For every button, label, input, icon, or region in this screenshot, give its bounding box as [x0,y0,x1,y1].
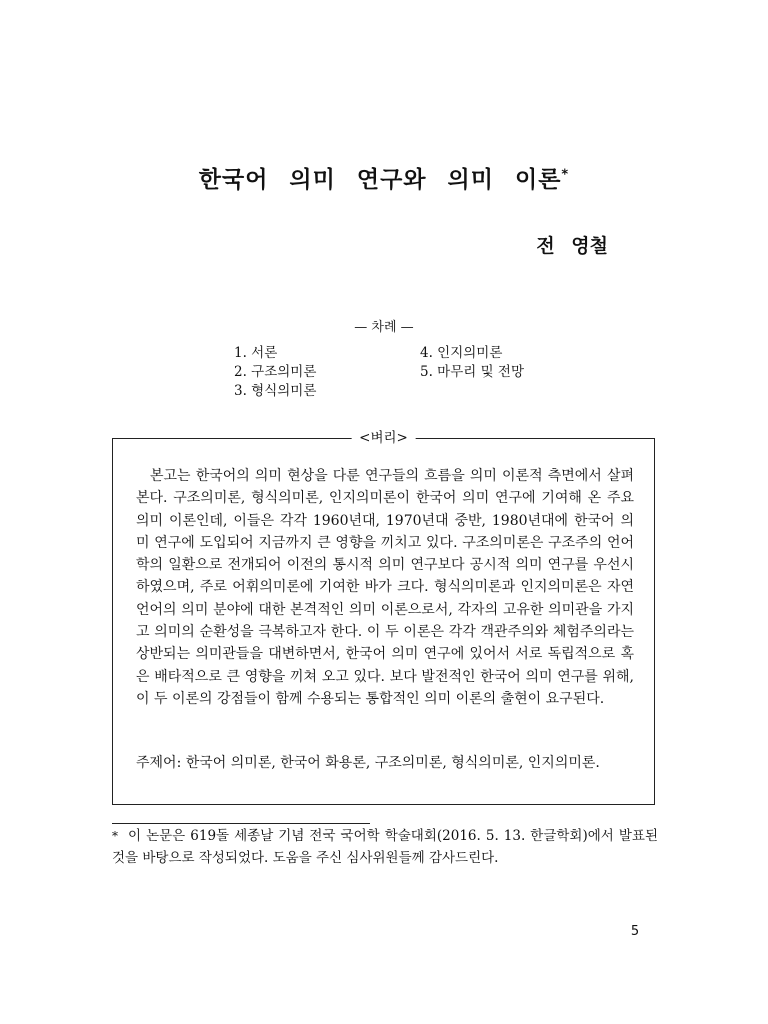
page-number: 5 [630,924,640,939]
footnote-mark: * [112,829,118,843]
paper-title [0,161,768,194]
footnote [112,826,658,869]
paper-title-text: 한국어 의미 연구와 의미 이론 [198,167,562,193]
keywords [136,752,634,774]
footnote-divider [112,823,370,824]
footnote-text: 이 논문은 619돌 세종날 기념 전국 국어학 학술대회(2016. 5. 13. 한글학회)에서 발표된 것을 바탕으로 작성되었다. 도움을 주신 심사위원들께 감사드린다. [112,828,658,866]
toc-item-formal-semantics: 3. 형식의미론 [234,383,317,399]
toc-item-structural-semantics: 2. 구조의미론 [234,364,317,380]
keywords-values: 한국어 의미론, 한국어 화용론, 구조의미론, 형식의미론, 인지의미론. [185,755,600,771]
author-name: 전 영철 [536,235,608,257]
title-footnote-mark: * [561,167,570,183]
abstract-box [112,430,655,805]
abstract-body: 본고는 한국어의 의미 현상을 다룬 연구들의 흐름을 의미 이론적 측면에서 살펴본다. 구조의미론, 형식의미론, 인지의미론이 한국어 의미 연구에 기여해 온 주요 의미 이론인데, 이들은 각각 1960년대, 1970년대 중반, 1980년대에 한국어 의미 연구에 도입되어 지금까지 큰 영향을 끼치고 있다. 구조의미론은 구조주의 언어학의 일환으로 전개되어 이전의 통시적 의미 연구보다 공시적 의미 연구를 우선시하였으며, 주로 어휘의미론에 기여한 바가 크다. 형식의미론과 인지의미론은 자연언어의 의미 분야에 대한 본격적인 의미 이론으로서, 각자의 고유한 의미관을 가지고 의미의 순환성을 극복하고자 한다. 이 두 이론은 각각 객관주의와 체험주의라는 상반되는 의미관들을 대변하면서, 한국어 의미 연구에 있어서 서로 독립적으로 혹은 배타적으로 큰 영향을 끼쳐 오고 있다. 보다 발전적인 한국어 의미 연구를 위해, 이 두 이론의 강점들이 함께 수용되는 통합적인 의미 이론의 출현이 요구된다. [136,468,634,707]
toc-item-conclusion: 5. 마무리 및 전망 [420,364,524,380]
keywords-label: 주제어: [136,755,182,771]
toc-heading: — 차례 — [354,320,414,335]
toc-item-cognitive-semantics: 4. 인지의미론 [420,345,503,361]
abstract-heading: <벼리> [351,428,416,448]
toc-item-introduction: 1. 서론 [234,345,278,361]
